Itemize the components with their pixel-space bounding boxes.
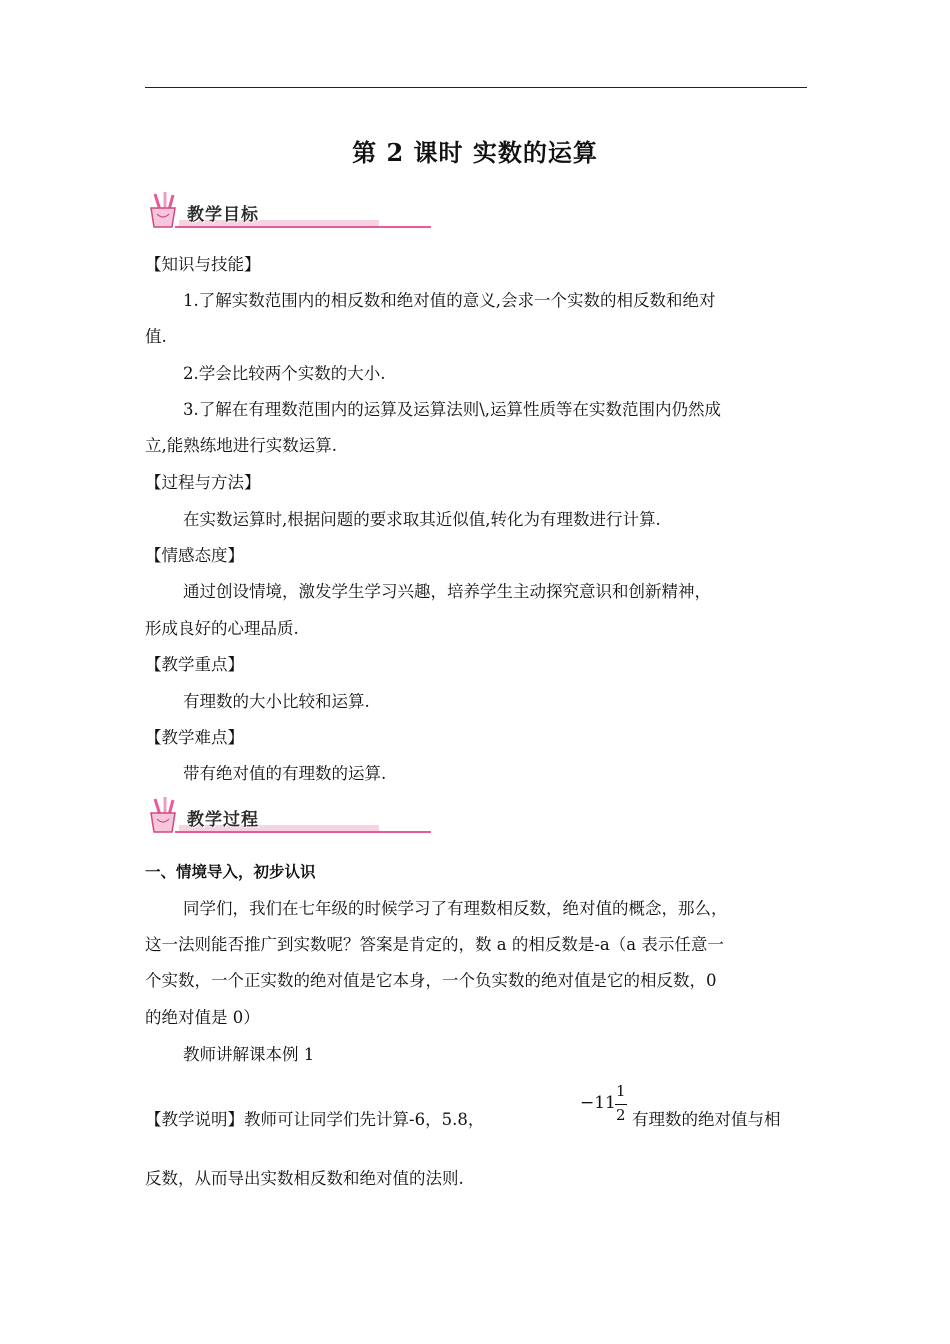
intro-paragraph-cont-3: 的绝对值是 0） <box>145 1008 260 1027</box>
emotion-text-cont: 形成良好的心理品质. <box>145 619 299 638</box>
fraction-whole: −11 <box>580 1093 616 1113</box>
knowledge-item-3-cont: 立,能熟练地进行实数运算. <box>145 436 337 455</box>
badge-underline <box>175 226 431 228</box>
badge-underline <box>175 831 431 833</box>
difficulty-text: 带有绝对值的有理数的运算. <box>183 764 387 783</box>
section-badge-goals <box>143 190 293 234</box>
page-title: 第 2 课时 实数的运算 <box>352 138 598 167</box>
focus-heading: 【教学重点】 <box>145 655 244 674</box>
section-badge-process <box>143 795 293 839</box>
badge-label-goals: 教学目标 <box>187 205 259 225</box>
pencil-cup-icon <box>143 795 183 835</box>
knowledge-item-2: 2.学会比较两个实数的大小. <box>183 364 386 383</box>
fraction-bar <box>615 1104 627 1105</box>
intro-paragraph-cont-2: 个实数，一个正实数的绝对值是它本身，一个负实数的绝对值是它的相反数，0 <box>145 971 717 990</box>
teaching-note-cont: 反数，从而导出实数相反数和绝对值的法则. <box>145 1169 464 1188</box>
focus-text: 有理数的大小比较和运算. <box>183 692 370 711</box>
fraction-numerator: 1 <box>616 1082 626 1100</box>
fraction-denominator: 2 <box>616 1106 626 1124</box>
knowledge-item-3: 3.了解在有理数范围内的运算及运算法则\,运算性质等在实数范围内仍然成 <box>183 400 722 419</box>
emotion-heading: 【情感态度】 <box>145 546 244 565</box>
knowledge-item-1-cont: 值. <box>145 327 167 346</box>
pencil-cup-icon <box>143 190 183 230</box>
badge-label-process: 教学过程 <box>187 810 259 830</box>
mixed-fraction <box>576 1082 636 1132</box>
process-method-heading: 【过程与方法】 <box>145 473 261 492</box>
section-1-heading: 一、情境导入，初步认识 <box>145 863 316 881</box>
teaching-note-start: 【教学说明】教师可让同学们先计算-6，5.8， <box>145 1110 485 1129</box>
header-rule <box>145 87 807 88</box>
knowledge-heading: 【知识与技能】 <box>145 255 261 274</box>
teacher-example-line: 教师讲解课本例 1 <box>183 1045 315 1064</box>
emotion-text: 通过创设情境，激发学生学习兴趣，培养学生主动探究意识和创新精神， <box>183 582 711 601</box>
teaching-note-end: 有理数的绝对值与相 <box>632 1110 781 1129</box>
intro-paragraph: 同学们，我们在七年级的时候学习了有理数相反数，绝对值的概念，那么， <box>183 899 728 918</box>
difficulty-heading: 【教学难点】 <box>145 728 244 747</box>
knowledge-item-1: 1.了解实数范围内的相反数和绝对值的意义,会求一个实数的相反数和绝对 <box>183 291 716 310</box>
intro-paragraph-cont-1: 这一法则能否推广到实数呢？答案是肯定的，数 a 的相反数是-a（a 表示任意一 <box>145 935 724 954</box>
process-method-text: 在实数运算时,根据问题的要求取其近似值,转化为有理数进行计算. <box>183 510 661 529</box>
